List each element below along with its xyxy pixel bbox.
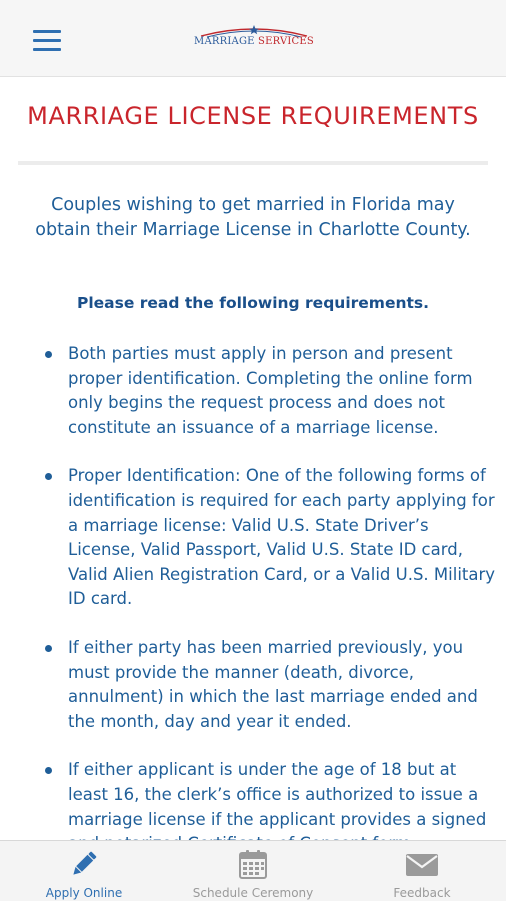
bullet-icon [45,351,52,358]
bullet-icon [45,473,52,480]
top-bar [0,0,506,77]
marriage-services-logo [193,24,315,52]
requirement-text: If either applicant is under the age of 18 but at least 16, the clerk’s office is authorized to issue a marriage license if the applicant provides a signed [68,760,487,829]
tab-label: Feedback [393,886,451,900]
pencil-icon [69,849,99,879]
content-scroll-area[interactable] [0,77,506,840]
requirements-list [0,342,506,881]
envelope-icon [405,849,439,879]
list-item [0,464,506,612]
list-item [0,342,506,440]
tab-label: Schedule Ceremony [192,886,314,900]
calendar-icon [238,849,268,879]
requirement-text: Proper Identification: One of the following forms of identification is required for each party applying for a marriage license: Valid U.S. State Driver’s License, Valid Passport, Valid U.S. State ID card, Valid Alien Registration Card, or a Valid U.S. Military ID card. [68,466,496,609]
intro-text: Couples wishing to get married in Florida may obtain their Marriage License in Charlotte County. [35,195,471,240]
tab-label: Apply Online [45,886,123,900]
list-item [0,636,506,734]
tab-schedule-ceremony[interactable] [169,841,337,901]
bullet-icon [45,767,52,774]
logo-text: MARRIAGE SERVICES [194,36,314,47]
requirement-text: If either party has been married previously, you must provide the manner (death, divorce, annulment) in which the last marriage ended and the month, day and year it ended. [68,637,478,731]
requirement-text: Both parties must apply in person and present proper identification. Completing the online form only begins the request process and does not constitute an issuance of a marriage license. [68,344,473,437]
instruction-text: Please read the following requirements. [76,294,430,312]
page-title: MARRIAGE LICENSE REQUIREMENTS [27,102,479,130]
title-divider [18,161,488,165]
bottom-tab-bar [0,840,506,901]
hamburger-menu-icon[interactable] [33,30,61,52]
tab-feedback[interactable] [338,841,506,901]
tab-apply-online[interactable] [0,841,168,901]
bullet-icon [45,645,52,652]
